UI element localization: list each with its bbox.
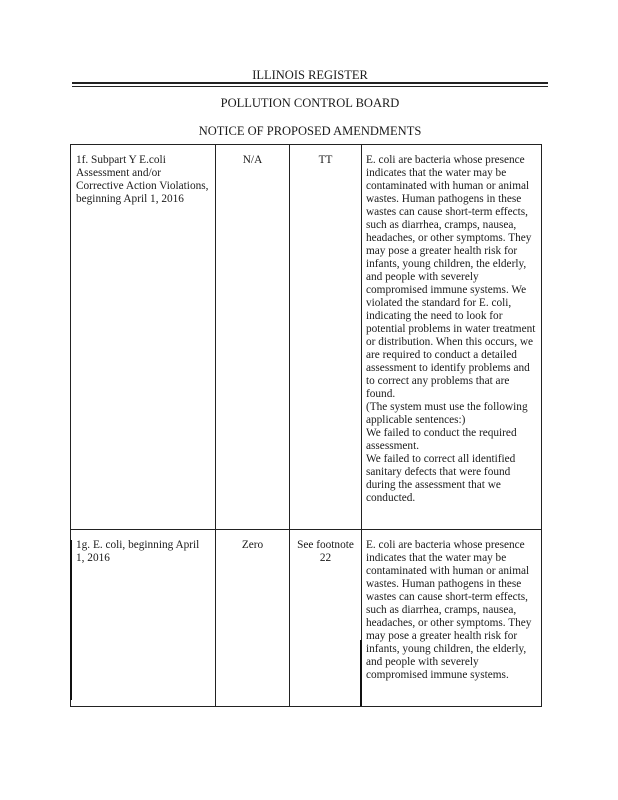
table-row (71, 530, 542, 707)
mclg-cell: N/A (216, 145, 290, 530)
mcl-cell: See footnote 22 (290, 530, 362, 707)
contaminant-cell: 1g. E. coli, beginning April 1, 2016 (71, 530, 216, 707)
scan-edge-mark (360, 640, 362, 706)
scan-edge-mark (70, 540, 72, 700)
board-title: POLLUTION CONTROL BOARD (220, 96, 400, 110)
notice-title: NOTICE OF PROPOSED AMENDMENTS (198, 124, 422, 138)
description-cell (362, 145, 542, 530)
mcl-cell: TT (290, 145, 362, 530)
header-rule-thin (72, 86, 548, 87)
contaminant-cell: 1f. Subpart Y E.coli Assessment and/or Corrective Action Violations, beginning April 1, 2016 (71, 145, 216, 530)
header-rule-thick (72, 82, 548, 84)
description-text: E. coli are bacteria whose presence indicates that the water may be contaminated with human or animal wastes. Human pathogens in these wastes can cause short-term effects, such as diarrhea, cramps, nausea, headaches, or other symptoms. They may pose a greater health risk for infants, young children, the elderly, and people with severely compromised immune systems. We violated the standard for E. coli, indicating the need to look for potential problems in water treatment or distribution. When this occurs, we are required to conduct a detailed assessment to identify problems and to correct any problems that are found. (The system must use the following applicable sentences:) We failed to conduct the required assessment. We failed to correct all identified sanitary defects that were found during the assessment that we conducted. (366, 154, 536, 504)
description-cell (362, 530, 542, 707)
table-row (71, 145, 542, 530)
register-title: ILLINOIS REGISTER (252, 68, 368, 82)
description-text: E. coli are bacteria whose presence indicates that the water may be contaminated with human or animal wastes. Human pathogens in these wastes can cause short-term effects, such as diarrhea, cramps, nausea, headaches, or other symptoms. They may pose a greater health risk for infants, young children, the elderly, and people with severely compromised immune systems. (366, 539, 532, 681)
mclg-cell: Zero (216, 530, 290, 707)
amendments-table (70, 144, 542, 707)
